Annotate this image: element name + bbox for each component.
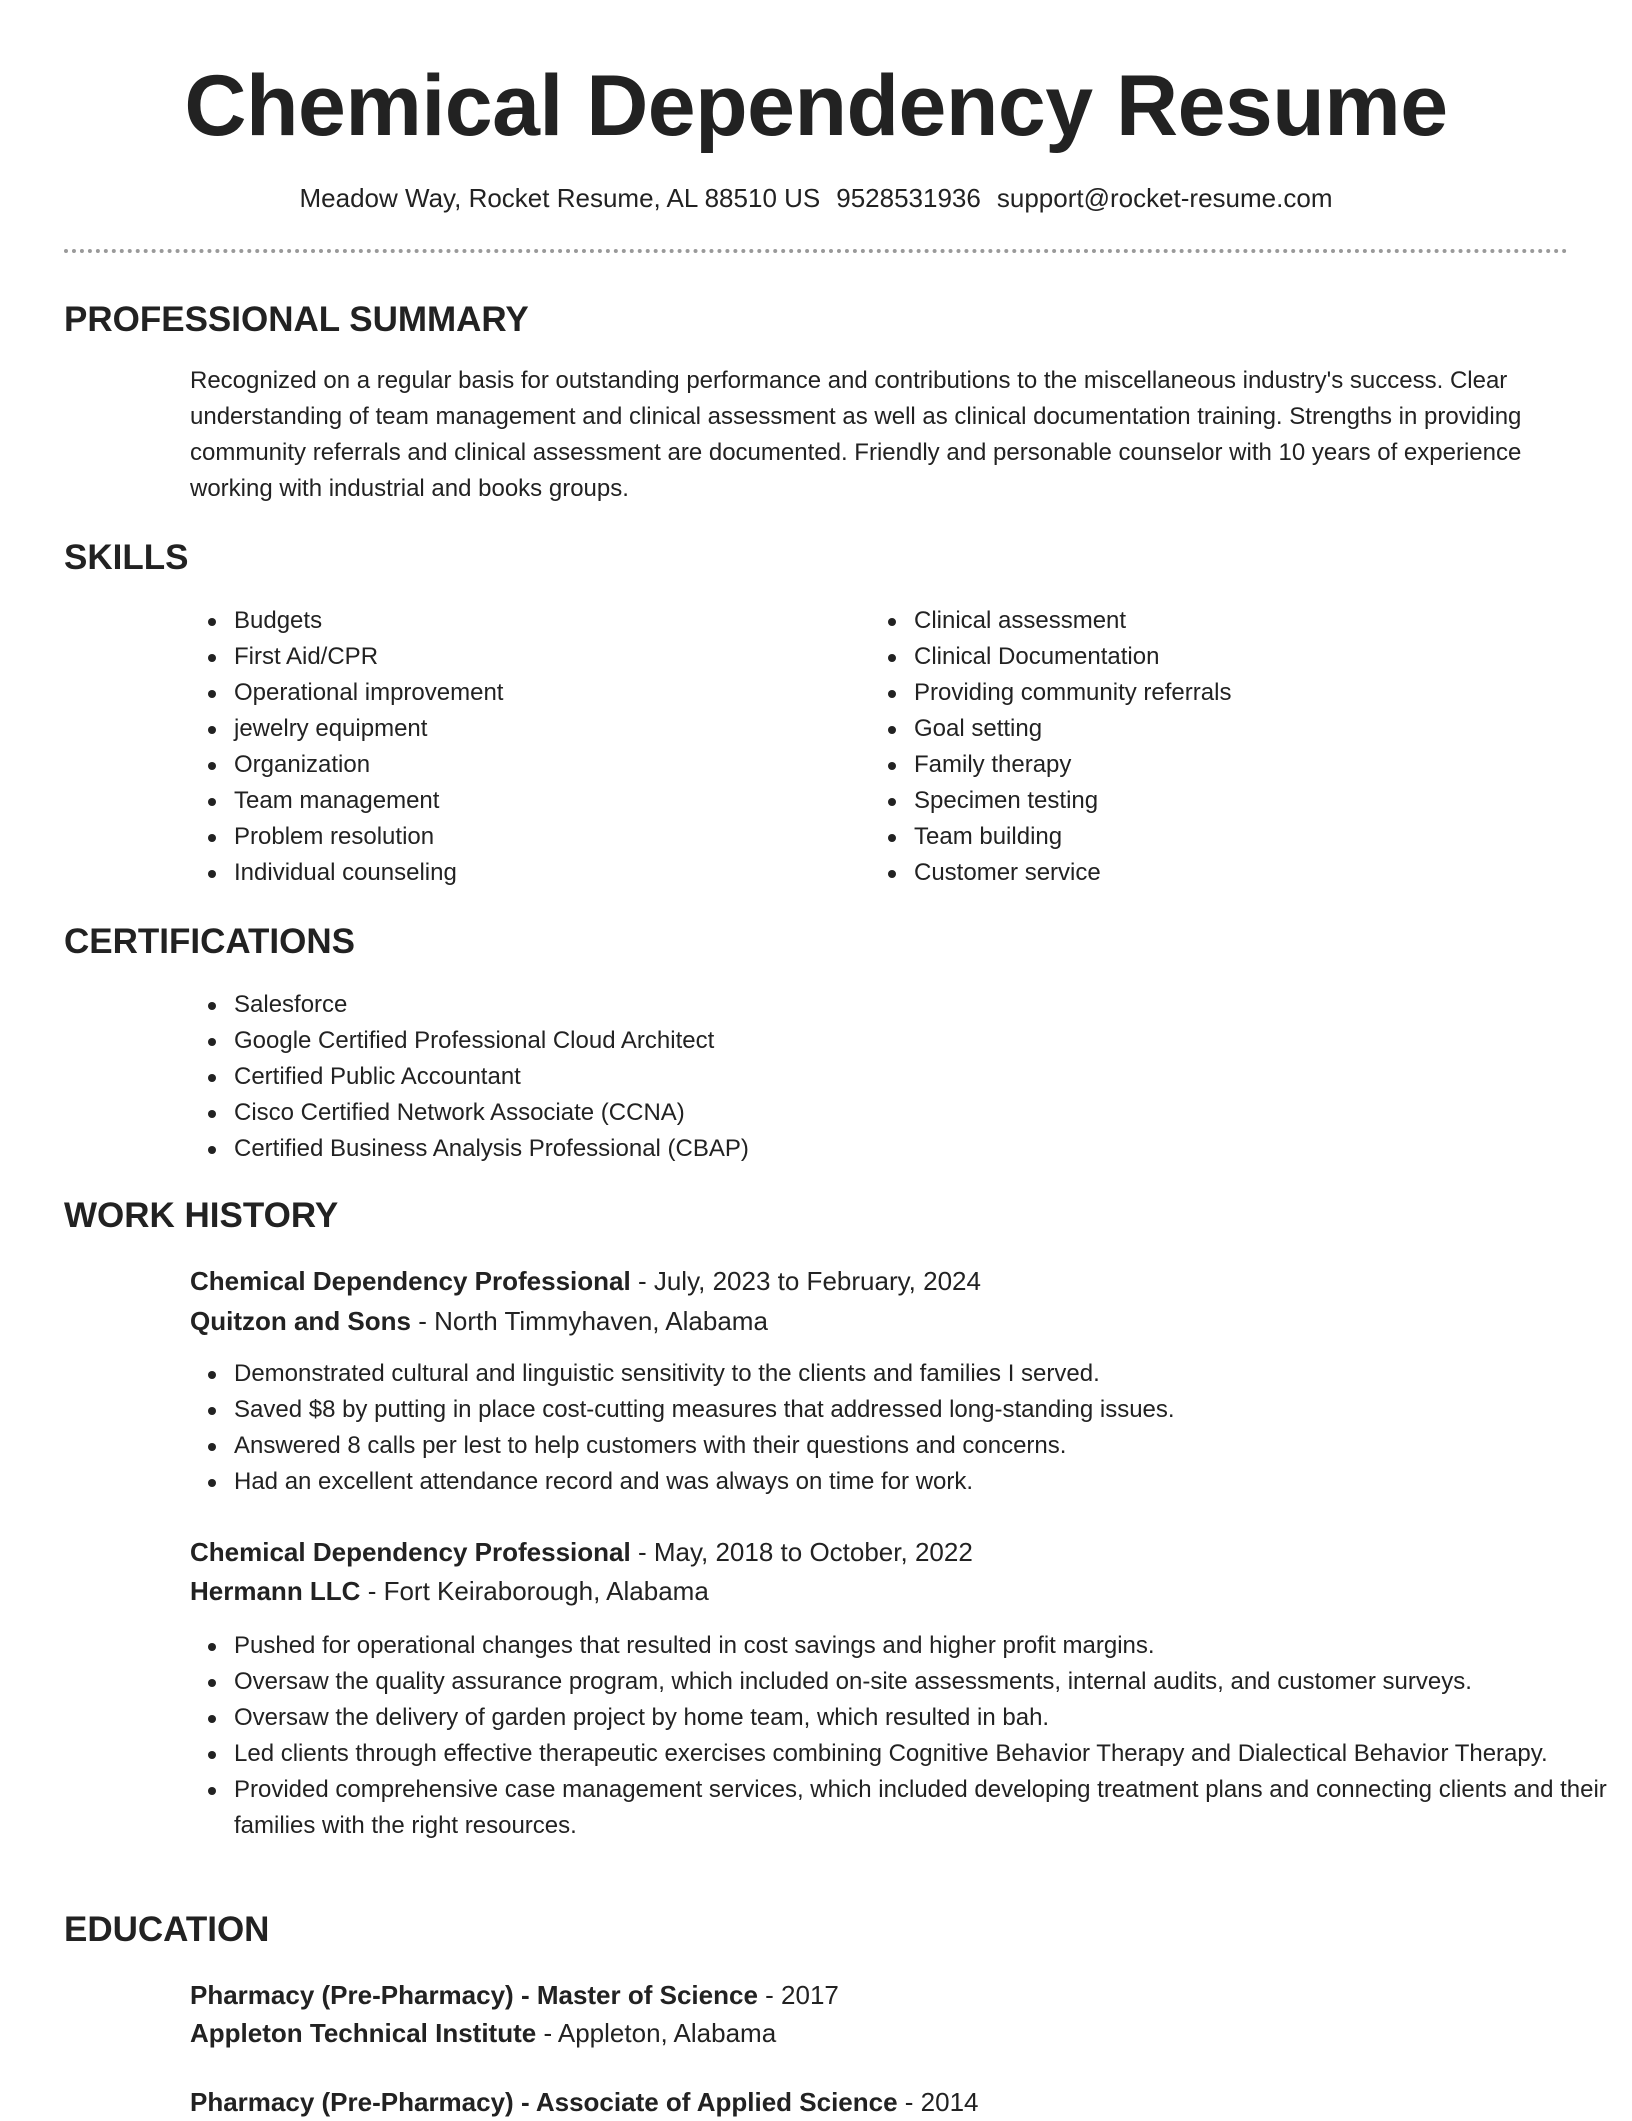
list-item: Led clients through effective therapeutic exercises combining Cognitive Behavior Therapy and Dialectical Behavior Therapy. xyxy=(234,1736,1612,1772)
list-item: jewelry equipment xyxy=(234,711,814,747)
summary-text: Recognized on a regular basis for outstanding performance and contributions to the miscellaneous industry's success. Clear understanding of team management and clinical assessment as well as clinical documentation training. Strengths in providing community referrals and clinical assessment are documented. Friendly and personable counselor with 10 years of experience working with industrial and books groups. xyxy=(190,367,1522,502)
list-item: Oversaw the quality assurance program, which included on-site assessments, internal audits, and customer surveys. xyxy=(234,1664,1612,1700)
list-item: Answered 8 calls per lest to help customers with their questions and concerns. xyxy=(234,1428,1612,1464)
list-item: First Aid/CPR xyxy=(234,639,814,675)
education-year: - 2014 xyxy=(904,2087,979,2117)
list-item: Family therapy xyxy=(914,747,1514,783)
list-item: Saved $8 by putting in place cost-cutting measures that addressed long-standing issues. xyxy=(234,1392,1612,1428)
list-item: Demonstrated cultural and linguistic sensitivity to the clients and families I served. xyxy=(234,1356,1612,1392)
list-item: Specimen testing xyxy=(914,783,1514,819)
list-item: Budgets xyxy=(234,603,814,639)
header-divider xyxy=(64,249,1568,253)
education-degree: Pharmacy (Pre-Pharmacy) - Master of Science xyxy=(190,1980,758,2010)
education-school-line xyxy=(190,2014,776,2052)
list-item: Certified Business Analysis Professional (CBAP) xyxy=(234,1131,1534,1167)
job-company: Quitzon and Sons xyxy=(190,1306,411,1336)
list-item: Problem resolution xyxy=(234,819,814,855)
resume-title: Chemical Dependency Resume xyxy=(184,58,1448,154)
job-title: Chemical Dependency Professional xyxy=(190,1266,631,1296)
job-location: - North Timmyhaven, Alabama xyxy=(418,1306,768,1336)
job-dates: - July, 2023 to February, 2024 xyxy=(637,1266,981,1296)
skills-list-right xyxy=(870,603,1514,891)
contact-email: support@rocket-resume.com xyxy=(996,183,1333,213)
education-heading: EDUCATION xyxy=(64,1910,270,1949)
job-title: Chemical Dependency Professional xyxy=(190,1537,631,1567)
education-degree: Pharmacy (Pre-Pharmacy) - Associate of Applied Science xyxy=(190,2087,898,2117)
list-item: Customer service xyxy=(914,855,1514,891)
list-item: Clinical Documentation xyxy=(914,639,1514,675)
list-item: Oversaw the delivery of garden project by home team, which resulted in bah. xyxy=(234,1700,1612,1736)
list-item: Providing community referrals xyxy=(914,675,1514,711)
list-item: Pushed for operational changes that resulted in cost savings and higher profit margins. xyxy=(234,1628,1612,1664)
education-location: - Appleton, Alabama xyxy=(543,2018,777,2048)
list-item: Operational improvement xyxy=(234,675,814,711)
job-title-line xyxy=(190,1262,981,1300)
resume-page xyxy=(64,0,1607,2117)
work-history-heading: WORK HISTORY xyxy=(64,1196,339,1235)
job-dates: - May, 2018 to October, 2022 xyxy=(637,1537,973,1567)
education-degree-line xyxy=(190,1976,839,2014)
list-item: Certified Public Accountant xyxy=(234,1059,1534,1095)
education-degree-line xyxy=(190,2083,979,2121)
list-item: Cisco Certified Network Associate (CCNA) xyxy=(234,1095,1534,1131)
list-item: Team building xyxy=(914,819,1514,855)
job-company-line xyxy=(190,1572,709,1610)
contact-phone: 9528531936 xyxy=(836,183,981,213)
list-item: Organization xyxy=(234,747,814,783)
skills-list-left xyxy=(190,603,814,891)
list-item: Goal setting xyxy=(914,711,1514,747)
summary-heading: PROFESSIONAL SUMMARY xyxy=(64,300,529,339)
job-bullets xyxy=(190,1356,1612,1500)
contact-line xyxy=(64,182,1568,214)
list-item: Provided comprehensive case management services, which included developing treatment plans and connecting clients and their families with the right resources. xyxy=(234,1772,1612,1844)
job-title-line xyxy=(190,1533,973,1571)
skills-heading: SKILLS xyxy=(64,538,189,577)
list-item: Salesforce xyxy=(234,987,1534,1023)
contact-address: Meadow Way, Rocket Resume, AL 88510 US xyxy=(299,183,821,213)
list-item: Had an excellent attendance record and was always on time for work. xyxy=(234,1464,1612,1500)
list-item: Team management xyxy=(234,783,814,819)
education-school: Appleton Technical Institute xyxy=(190,2018,537,2048)
education-year: - 2017 xyxy=(765,1980,839,2010)
job-location: - Fort Keiraborough, Alabama xyxy=(367,1576,709,1606)
list-item: Clinical assessment xyxy=(914,603,1514,639)
job-bullets xyxy=(190,1628,1612,1844)
job-company-line xyxy=(190,1302,768,1340)
list-item: Individual counseling xyxy=(234,855,814,891)
job-company: Hermann LLC xyxy=(190,1576,361,1606)
certifications-list xyxy=(190,987,1534,1167)
list-item: Google Certified Professional Cloud Architect xyxy=(234,1023,1534,1059)
certifications-heading: CERTIFICATIONS xyxy=(64,922,356,961)
